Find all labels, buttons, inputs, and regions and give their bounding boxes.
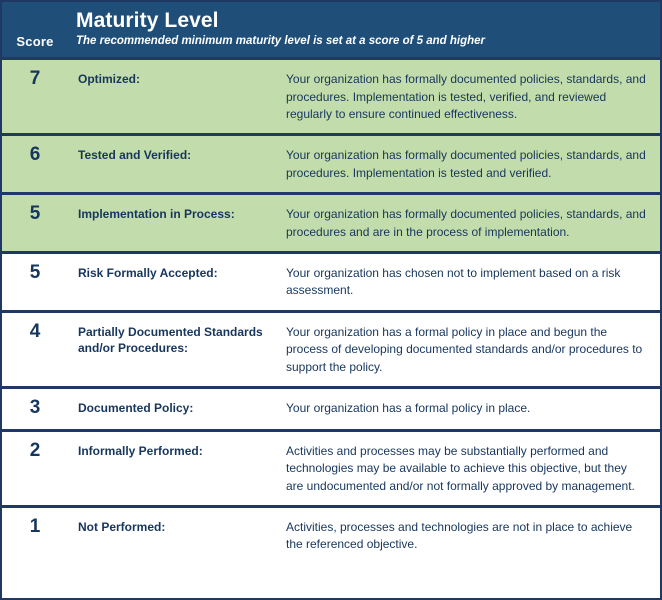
row-description: Your organization has a formal policy in place and begun the process of developing documented standards and/or procedures to support the policy. <box>278 311 660 387</box>
table-row <box>2 59 660 135</box>
table-body <box>2 59 660 564</box>
row-label: Documented Policy: <box>68 388 278 431</box>
row-label: Informally Performed: <box>68 430 278 506</box>
page-title: Maturity Level <box>76 9 219 32</box>
table-row <box>2 253 660 312</box>
table-row <box>2 194 660 253</box>
row-score: 7 <box>2 59 68 135</box>
table-row <box>2 507 660 564</box>
row-description: Your organization has formally documented policies, standards, and procedures. Implementation is tested and verified. <box>278 135 660 194</box>
row-label: Implementation in Process: <box>68 194 278 253</box>
table-title-cell <box>68 2 660 59</box>
row-score: 2 <box>2 430 68 506</box>
row-description: Activities and processes may be substantially performed and technologies may be available to achieve this objective, but they are undocumented and/or not formally approved by management. <box>278 430 660 506</box>
header-row <box>2 2 660 59</box>
row-score: 5 <box>2 194 68 253</box>
row-description: Activities, processes and technologies are not in place to achieve the referenced objective. <box>278 507 660 564</box>
row-description: Your organization has formally documented policies, standards, and procedures and are in the process of implementation. <box>278 194 660 253</box>
maturity-level-table <box>2 2 660 564</box>
row-score: 5 <box>2 253 68 312</box>
score-column-header: Score <box>16 34 54 50</box>
table-row <box>2 430 660 506</box>
row-label: Tested and Verified: <box>68 135 278 194</box>
page-subtitle: The recommended minimum maturity level is set at a score of 5 and higher <box>76 34 486 47</box>
row-score: 6 <box>2 135 68 194</box>
row-label: Optimized: <box>68 59 278 135</box>
table-row <box>2 135 660 194</box>
row-score: 3 <box>2 388 68 431</box>
table-row <box>2 388 660 431</box>
table-row <box>2 311 660 387</box>
row-description: Your organization has chosen not to implement based on a risk assessment. <box>278 253 660 312</box>
row-description: Your organization has a formal policy in place. <box>278 388 660 431</box>
row-label: Risk Formally Accepted: <box>68 253 278 312</box>
row-label: Not Performed: <box>68 507 278 564</box>
table-header <box>2 2 660 59</box>
row-score: 1 <box>2 507 68 564</box>
row-description: Your organization has formally documented policies, standards, and procedures. Implementation is tested, verified, and reviewed regularly to ensure continued effectiveness. <box>278 59 660 135</box>
row-score: 4 <box>2 311 68 387</box>
row-label: Partially Documented Standards and/or Procedures: <box>68 311 278 387</box>
